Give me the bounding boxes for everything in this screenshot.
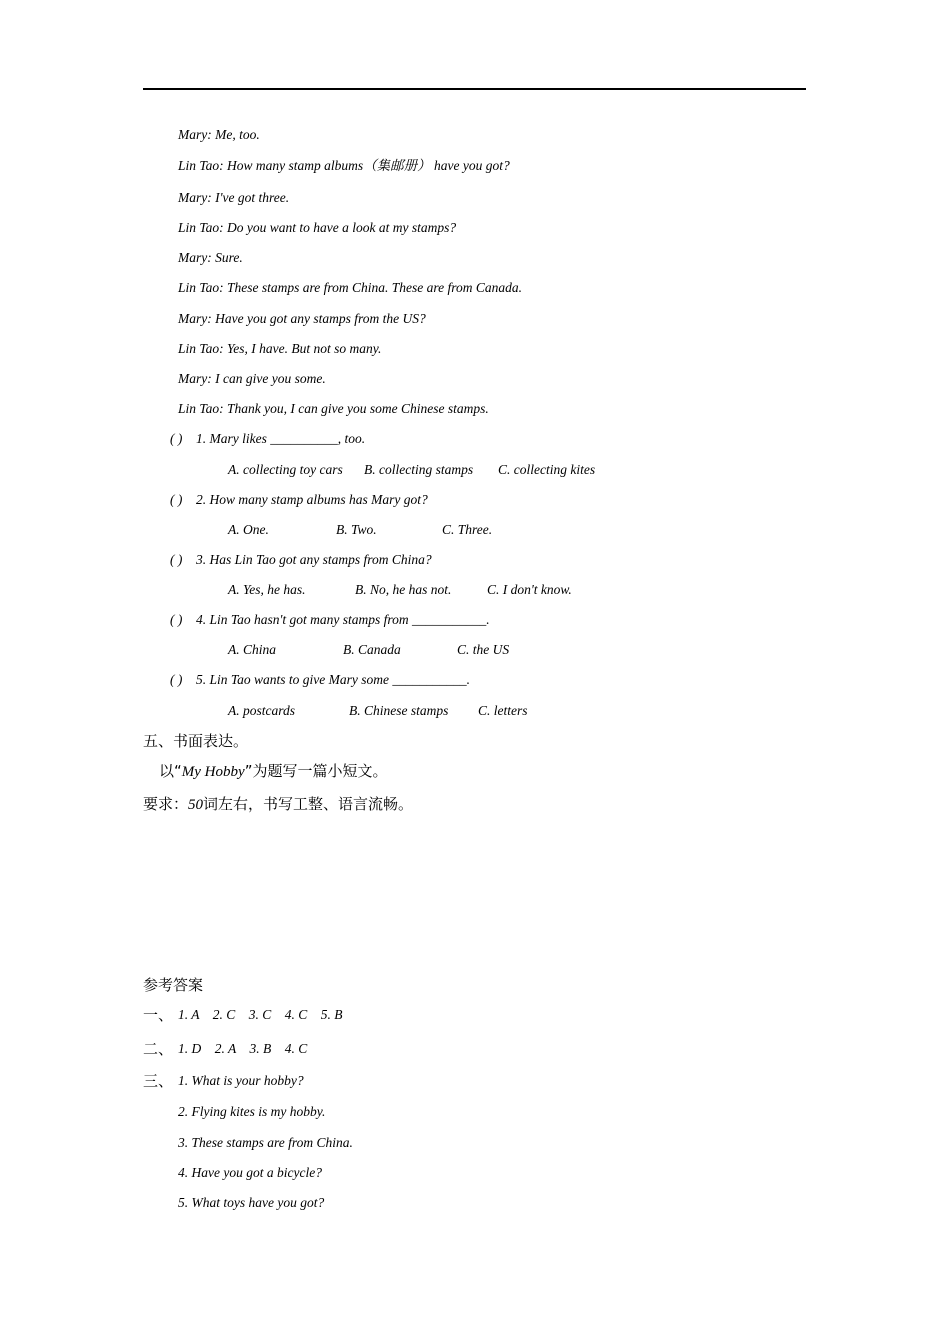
option-b: B. Chinese stamps — [349, 703, 449, 718]
option-c: C. letters — [478, 703, 528, 718]
dialogue-line: Mary: I can give you some. — [178, 371, 326, 386]
option-c: C. collecting kites — [498, 462, 596, 477]
question-text: 4. Lin Tao hasn't got many stamps from ___________. — [196, 612, 490, 627]
answer-item: 4. Have you got a bicycle? — [178, 1165, 322, 1180]
writing-requirement — [143, 794, 413, 815]
dialogue-line: Lin Tao: Thank you, I can give you some Chinese stamps. — [178, 401, 489, 416]
option-c: C. the US — [457, 642, 510, 657]
option-a: A. China — [228, 642, 277, 657]
option-b: B. Canada — [343, 642, 401, 657]
question-3-options — [228, 581, 572, 599]
requirement-prefix: 要求： — [143, 795, 189, 813]
writing-heading: 五、书面表达。 — [143, 732, 249, 750]
question-text: 1. Mary likes __________, too. — [196, 431, 366, 446]
question-3 — [170, 551, 432, 569]
dialogue-line: Lin Tao: Do you want to have a look at my stamps? — [178, 220, 457, 235]
question-text: 5. Lin Tao wants to give Mary some ___________. — [196, 672, 471, 687]
requirement-suffix: 词左右，书写工整、语言流畅。 — [203, 795, 414, 813]
prompt-prefix: 以“ — [159, 762, 182, 780]
question-5-options — [228, 702, 528, 720]
dialogue-line: Mary: Sure. — [178, 250, 243, 265]
option-a: A. Yes, he has. — [228, 582, 306, 597]
header-rule — [143, 88, 806, 90]
question-2 — [170, 491, 428, 509]
dialogue-line: Mary: Me, too. — [178, 127, 260, 142]
answer-item: 1. What is your hobby? — [178, 1073, 304, 1088]
question-1-options — [228, 461, 595, 479]
dialogue-line: Lin Tao: Yes, I have. But not so many. — [178, 341, 382, 356]
answer-item: 2. Flying kites is my hobby. — [178, 1104, 326, 1119]
answer-blank[interactable]: ( ) — [170, 552, 183, 567]
question-text: 2. How many stamp albums has Mary got? — [196, 492, 428, 507]
question-1 — [170, 430, 365, 448]
answer-blank[interactable]: ( ) — [170, 672, 183, 687]
answers-heading: 参考答案 — [143, 976, 204, 994]
answer-item: 3. These stamps are from China. — [178, 1135, 353, 1150]
answers-part3-label: 三、 — [143, 1072, 174, 1090]
answer-blank[interactable]: ( ) — [170, 492, 183, 507]
option-b: B. collecting stamps — [364, 462, 474, 477]
requirement-word-count: 50 — [188, 797, 204, 813]
question-5 — [170, 671, 470, 689]
answer-blank[interactable]: ( ) — [170, 431, 183, 446]
answer-item: 5. What toys have you got? — [178, 1195, 325, 1210]
answers-part2: 1. D 2. A 3. B 4. C — [178, 1041, 308, 1056]
question-2-options — [228, 521, 492, 539]
prompt-suffix: ”为题写一篇小短文。 — [244, 762, 388, 780]
answers-part2-label: 二、 — [143, 1040, 174, 1058]
option-a: A. One. — [228, 522, 269, 537]
option-a: A. collecting toy cars — [228, 462, 343, 477]
question-4 — [170, 611, 490, 629]
prompt-title: My Hobby — [181, 764, 245, 780]
writing-prompt — [159, 761, 387, 782]
question-text: 3. Has Lin Tao got any stamps from China? — [196, 552, 432, 567]
answer-blank[interactable]: ( ) — [170, 612, 183, 627]
option-a: A. postcards — [228, 703, 295, 718]
option-b: B. Two. — [336, 522, 377, 537]
option-c: C. I don't know. — [487, 582, 572, 597]
dialogue-line: Lin Tao: How many stamp albums（集邮册） have you got? — [178, 158, 510, 173]
dialogue-line: Mary: Have you got any stamps from the US? — [178, 311, 426, 326]
dialogue-line: Mary: I've got three. — [178, 190, 290, 205]
option-b: B. No, he has not. — [355, 582, 452, 597]
dialogue-line: Lin Tao: These stamps are from China. These are from Canada. — [178, 280, 523, 295]
option-c: C. Three. — [442, 522, 493, 537]
answers-part1-label: 一、 — [143, 1006, 174, 1024]
answers-part1: 1. A 2. C 3. C 4. C 5. B — [178, 1007, 343, 1022]
question-4-options — [228, 641, 509, 659]
